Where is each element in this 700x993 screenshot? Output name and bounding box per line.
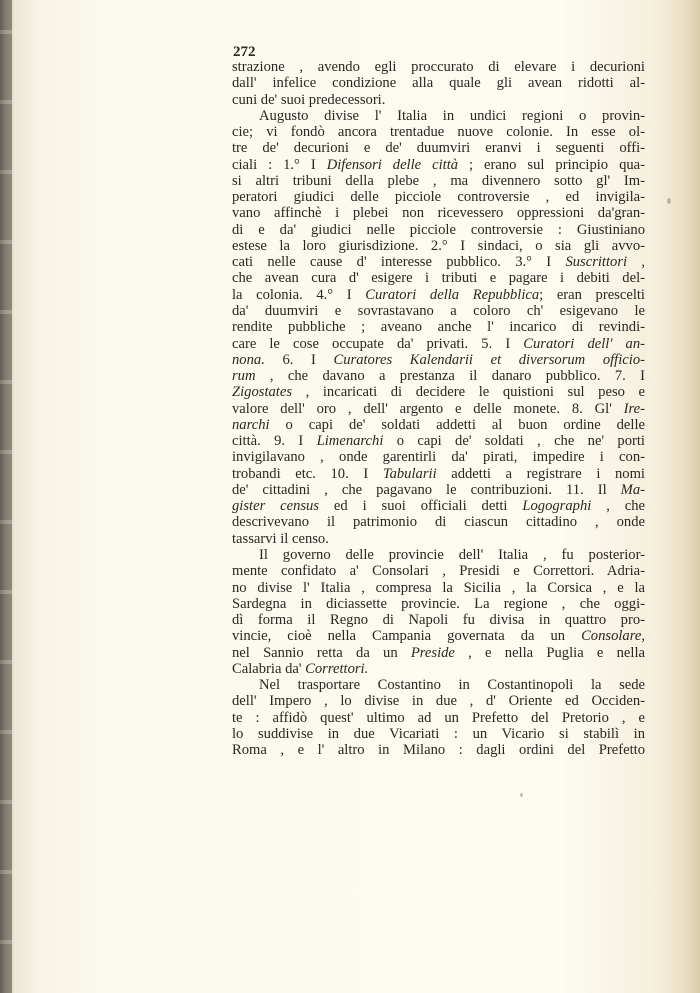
text-segment: Roma , e l' altro in Milano : dagli ordini del Prefetto	[232, 742, 645, 759]
text-segment: invigilavano , onde garentirli da' pirati, impedire i con-	[232, 449, 645, 466]
text-segment: , incaricati di decidere le quistioni sul peso e	[292, 384, 645, 401]
text-line	[232, 238, 645, 254]
text-segment: dall' infelice condizione alla quale gli avean ridotti al-	[232, 75, 645, 92]
text-segment: Il governo delle provincie dell' Italia , fu posterior-	[259, 546, 645, 563]
text-line	[232, 59, 645, 75]
text-line	[232, 157, 645, 173]
text-segment: tre de' decurioni e de' duumviri eranvi i seguenti offi-	[232, 140, 645, 157]
text-segment: addetti a registrare i nomi	[436, 465, 645, 482]
italic-term: Preside	[410, 644, 455, 661]
text-segment: dì forma il Regno di Napoli fu divisa in quattro pro-	[232, 612, 645, 629]
text-segment: ciali : 1.° I	[232, 156, 327, 173]
text-segment: , che	[591, 498, 645, 515]
text-line	[232, 417, 645, 433]
italic-term: Suscrittori	[565, 254, 628, 271]
text-segment: ,	[627, 254, 645, 271]
italic-term: Ma-	[620, 481, 645, 498]
text-segment: valore dell' oro , dell' argento e delle monete. 8. Gl'	[232, 400, 624, 417]
text-line	[232, 710, 645, 726]
text-segment: di e da' giudici nelle picciole controversie : Giustiniano	[232, 221, 645, 238]
text-line	[232, 384, 645, 400]
text-segment: che avean cura d' esigere i tributi e pagare i debiti del-	[232, 270, 645, 287]
text-segment: la colonia. 4.° I	[232, 286, 366, 303]
text-line	[232, 612, 645, 628]
text-segment: de' cittadini , che pagavano le contribuzioni. 11. Il	[232, 481, 621, 498]
text-segment: cie; vi fondò ancora trentadue nuove colonie. In esse ol-	[232, 124, 645, 141]
text-segment: o capi de' soldati , che ne' porti	[383, 433, 645, 450]
text-segment: te : affidò quest' ultimo ad un Prefetto del Pretorio , e	[232, 709, 645, 726]
text-line	[232, 92, 645, 108]
text-line	[232, 547, 645, 563]
text-segment: ed i suoi officiali detti	[319, 498, 523, 515]
text-segment: o capi de' soldati addetti al buon ordine delle	[269, 416, 645, 433]
text-line	[232, 254, 645, 270]
text-segment: dell' Impero , lo divise in due , d' Oriente ed Occiden-	[232, 693, 645, 710]
italic-term: Curatori della Repubblica	[365, 286, 540, 303]
book-gutter-edge	[0, 0, 12, 993]
text-line	[232, 482, 645, 498]
text-segment: vano affinchè i plebei non ricevessero oppressioni da'gran-	[232, 205, 645, 222]
italic-term: Correttori.	[305, 660, 369, 677]
text-segment: peratori giudici delle picciole controversie , ed invigila-	[232, 189, 645, 206]
text-line	[232, 563, 645, 579]
text-segment: ; eran prescelti	[539, 286, 645, 303]
italic-term: Tabularii	[382, 465, 437, 482]
text-line	[232, 726, 645, 742]
text-segment: estese la loro giurisdizione. 2.° I sindaci, o sia gli avvo-	[232, 237, 645, 254]
text-segment: ; erano sul principio qua-	[458, 156, 646, 173]
text-segment: cati nelle cause d' interesse pubblico. 3.° I	[232, 254, 566, 271]
text-segment: vincie, cioè nella Campania governata da un	[232, 628, 582, 645]
text-line	[232, 222, 645, 238]
text-segment: nel Sannio retta da un	[232, 644, 411, 661]
text-segment: Augusto divise l' Italia in undici regioni o provin-	[259, 107, 645, 124]
text-line	[232, 433, 645, 449]
text-segment: Sardegna in diciassette provincie. La regione , che oggi-	[232, 595, 645, 612]
page-number: 272	[233, 44, 256, 60]
italic-term: Consolare,	[581, 628, 645, 645]
text-segment: strazione , avendo egli proccurato di elevare i decurioni	[232, 59, 645, 75]
paper-speck	[520, 793, 523, 797]
text-segment: care le cose occupate da' privati. 5. I	[232, 335, 524, 352]
text-line	[232, 645, 645, 661]
text-line	[232, 368, 645, 384]
italic-term: narchi	[232, 416, 270, 433]
text-line	[232, 108, 645, 124]
text-segment: si altri tribuni della plebe , ma divennero sotto gl' Im-	[232, 172, 645, 189]
text-line	[232, 352, 645, 368]
text-line	[232, 303, 645, 319]
text-segment: rendite pubbliche ; aveano anche l' incarico di revindi-	[232, 319, 645, 336]
italic-term: Limenarchi	[316, 433, 384, 450]
text-line	[232, 677, 645, 693]
italic-term: Logographi	[522, 498, 592, 515]
text-segment: descrivevano il patrimonio di ciascun cittadino , onde	[232, 514, 645, 531]
text-segment: , e nella Puglia e nella	[454, 644, 645, 661]
text-segment: , che davano a prestanza il danaro pubblico. 7. I	[255, 368, 645, 385]
text-line	[232, 498, 645, 514]
text-segment: città. 9. I	[232, 433, 317, 450]
text-segment: no divise l' Italia , compresa la Sicilia , la Corsica , e la	[232, 579, 645, 596]
text-segment: tassarvi il censo.	[232, 530, 329, 547]
italic-term: Curatori dell' an-	[523, 335, 645, 352]
text-line	[232, 580, 645, 596]
body-text	[232, 59, 645, 758]
italic-term: gister census	[232, 498, 320, 515]
italic-term: Difensori delle città	[326, 156, 459, 173]
italic-term: Ire-	[623, 400, 645, 417]
text-line	[232, 173, 645, 189]
text-line	[232, 628, 645, 644]
text-line	[232, 319, 645, 335]
text-line	[232, 742, 645, 758]
italic-term: Curatores Kalendarii et diversorum officio-	[333, 351, 645, 368]
text-line	[232, 75, 645, 91]
text-line	[232, 661, 645, 677]
text-line	[232, 124, 645, 140]
text-segment: Nel trasportare Costantino in Costantinopoli la sede	[259, 677, 645, 694]
text-segment: mente confidato a' Consolari , Presidi e Correttori. Adria-	[232, 563, 645, 580]
italic-term: Zigostates	[232, 384, 293, 401]
text-segment: da' duumviri e sovrastavano a coloro ch' esigevano le	[232, 302, 645, 319]
text-line	[232, 531, 645, 547]
text-segment: lo suddivise in due Vicariati : un Vicario si stabilì in	[232, 725, 645, 742]
text-segment: Calabria da'	[232, 660, 306, 677]
paper-speck	[667, 198, 671, 204]
text-segment: 6. I	[264, 351, 334, 368]
text-segment: trobandi etc. 10. I	[232, 465, 383, 482]
italic-term: nona.	[232, 351, 265, 368]
text-line	[232, 189, 645, 205]
text-line	[232, 514, 645, 530]
text-line	[232, 140, 645, 156]
text-line	[232, 401, 645, 417]
text-line	[232, 693, 645, 709]
text-line	[232, 270, 645, 286]
text-segment: cuni de' suoi predecessori.	[232, 91, 386, 108]
italic-term: rum	[232, 368, 256, 385]
text-line	[232, 205, 645, 221]
text-line	[232, 449, 645, 465]
text-line	[232, 336, 645, 352]
text-line	[232, 596, 645, 612]
text-line	[232, 287, 645, 303]
text-line	[232, 466, 645, 482]
